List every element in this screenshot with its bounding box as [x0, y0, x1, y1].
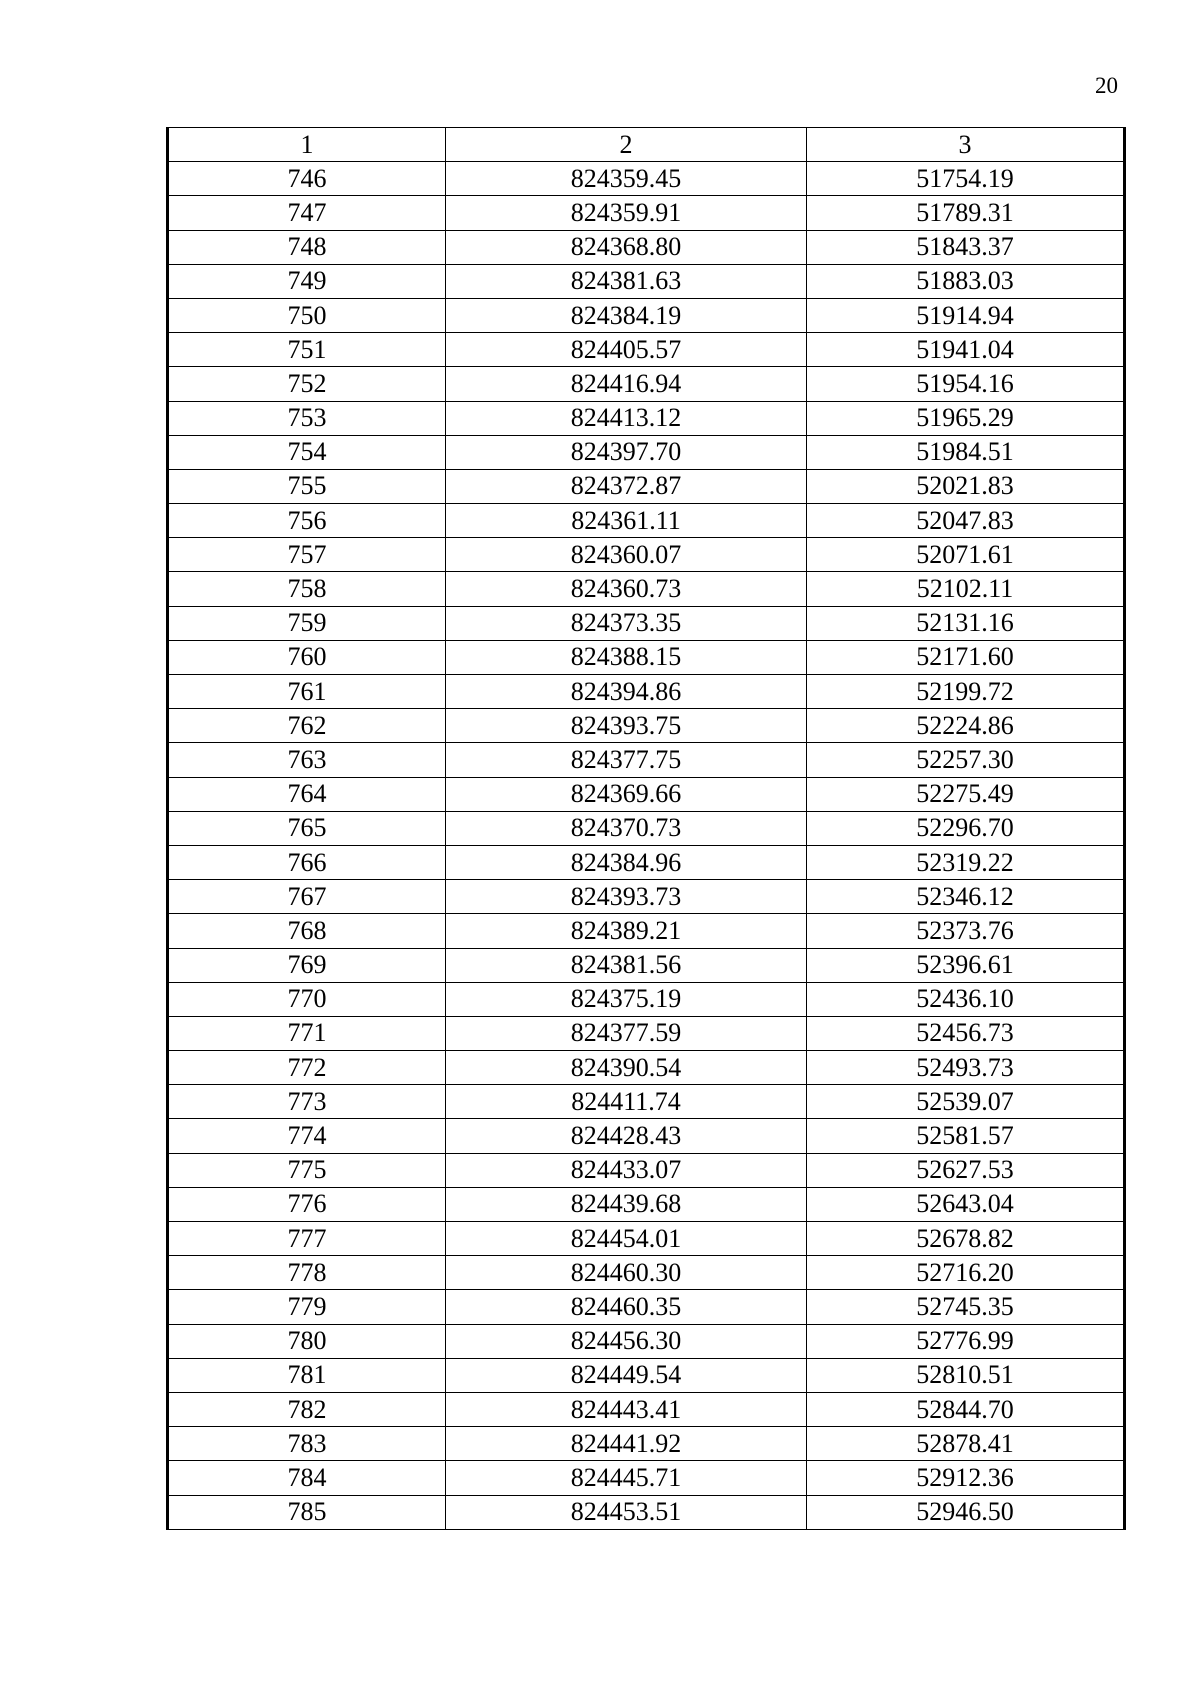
- table-cell-col-3: 51789.31: [807, 196, 1125, 230]
- table-cell-col-1: 768: [168, 914, 446, 948]
- table-cell-col-3: 51941.04: [807, 333, 1125, 367]
- table-cell-col-2: 824388.15: [446, 640, 807, 674]
- table-cell-col-2: 824416.94: [446, 367, 807, 401]
- table-cell-col-1: 779: [168, 1290, 446, 1324]
- table-cell-col-2: 824394.86: [446, 675, 807, 709]
- table-row: [168, 982, 1125, 1016]
- table-cell-col-3: 52745.35: [807, 1290, 1125, 1324]
- table-cell-col-2: 824441.92: [446, 1427, 807, 1461]
- table-row: [168, 640, 1125, 674]
- table-cell-col-2: 824384.19: [446, 298, 807, 332]
- table-cell-col-1: 770: [168, 982, 446, 1016]
- table-cell-col-2: 824360.73: [446, 572, 807, 606]
- table-cell-col-1: 776: [168, 1187, 446, 1221]
- table-cell-col-1: 755: [168, 469, 446, 503]
- table-cell-col-3: 52071.61: [807, 538, 1125, 572]
- table-cell-col-3: 52102.11: [807, 572, 1125, 606]
- table-cell-col-1: 754: [168, 435, 446, 469]
- table-cell-col-2: 824389.21: [446, 914, 807, 948]
- table-cell-col-1: 784: [168, 1461, 446, 1495]
- table-cell-col-2: 824381.56: [446, 948, 807, 982]
- table-cell-col-1: 760: [168, 640, 446, 674]
- table-cell-col-2: 824381.63: [446, 264, 807, 298]
- table-cell-col-1: 773: [168, 1085, 446, 1119]
- table-cell-col-1: 747: [168, 196, 446, 230]
- table-cell-col-3: 52456.73: [807, 1016, 1125, 1050]
- page-number: 20: [1095, 73, 1118, 98]
- table-row: [168, 777, 1125, 811]
- table-row: [168, 675, 1125, 709]
- table-cell-col-1: 746: [168, 162, 446, 196]
- table-cell-col-1: 769: [168, 948, 446, 982]
- table-cell-col-1: 783: [168, 1427, 446, 1461]
- table-cell-col-3: 52627.53: [807, 1153, 1125, 1187]
- table-cell-col-3: 52131.16: [807, 606, 1125, 640]
- table-cell-col-3: 52436.10: [807, 982, 1125, 1016]
- table-cell-col-1: 763: [168, 743, 446, 777]
- table-cell-col-3: 51754.19: [807, 162, 1125, 196]
- table-cell-col-2: 824377.75: [446, 743, 807, 777]
- table-row: [168, 162, 1125, 196]
- table-cell-col-2: 824370.73: [446, 811, 807, 845]
- table-cell-col-1: 764: [168, 777, 446, 811]
- table-cell-col-1: 782: [168, 1392, 446, 1426]
- table-cell-col-1: 765: [168, 811, 446, 845]
- table-row: [168, 1085, 1125, 1119]
- table-cell-col-3: 52539.07: [807, 1085, 1125, 1119]
- table-cell-col-3: 51843.37: [807, 230, 1125, 264]
- table-cell-col-2: 824393.75: [446, 709, 807, 743]
- table-cell-col-3: 52373.76: [807, 914, 1125, 948]
- table-cell-col-1: 757: [168, 538, 446, 572]
- table-cell-col-1: 785: [168, 1495, 446, 1529]
- header-row: [168, 128, 1125, 162]
- table-cell-col-3: 52878.41: [807, 1427, 1125, 1461]
- table-row: [168, 1256, 1125, 1290]
- table-cell-col-2: 824411.74: [446, 1085, 807, 1119]
- table-cell-col-1: 750: [168, 298, 446, 332]
- table-cell-col-3: 52678.82: [807, 1222, 1125, 1256]
- table-row: [168, 1016, 1125, 1050]
- table-cell-col-2: 824369.66: [446, 777, 807, 811]
- table-cell-col-2: 824373.35: [446, 606, 807, 640]
- table-cell-col-2: 824453.51: [446, 1495, 807, 1529]
- table-cell-col-1: 762: [168, 709, 446, 743]
- table-cell-col-2: 824428.43: [446, 1119, 807, 1153]
- table-cell-col-2: 824456.30: [446, 1324, 807, 1358]
- table-row: [168, 1187, 1125, 1221]
- table-cell-col-1: 775: [168, 1153, 446, 1187]
- table-row: [168, 1324, 1125, 1358]
- table-cell-col-2: 824390.54: [446, 1051, 807, 1085]
- table-cell-col-3: 52171.60: [807, 640, 1125, 674]
- column-header-3: 3: [807, 128, 1125, 162]
- table-cell-col-2: 824443.41: [446, 1392, 807, 1426]
- table-cell-col-2: 824360.07: [446, 538, 807, 572]
- table-cell-col-2: 824454.01: [446, 1222, 807, 1256]
- table-cell-col-2: 824368.80: [446, 230, 807, 264]
- table-row: [168, 1153, 1125, 1187]
- table-cell-col-3: 52810.51: [807, 1358, 1125, 1392]
- table-row: [168, 504, 1125, 538]
- table-cell-col-1: 753: [168, 401, 446, 435]
- table-cell-col-3: 52581.57: [807, 1119, 1125, 1153]
- table-cell-col-1: 758: [168, 572, 446, 606]
- table-cell-col-3: 52493.73: [807, 1051, 1125, 1085]
- table-cell-col-3: 51883.03: [807, 264, 1125, 298]
- table-cell-col-2: 824359.91: [446, 196, 807, 230]
- table-cell-col-3: 52912.36: [807, 1461, 1125, 1495]
- table-cell-col-2: 824460.35: [446, 1290, 807, 1324]
- table-cell-col-1: 778: [168, 1256, 446, 1290]
- table-row: [168, 367, 1125, 401]
- table-cell-col-3: 52199.72: [807, 675, 1125, 709]
- table-row: [168, 1051, 1125, 1085]
- table-cell-col-3: 52643.04: [807, 1187, 1125, 1221]
- table-cell-col-3: 52257.30: [807, 743, 1125, 777]
- table-cell-col-2: 824393.73: [446, 880, 807, 914]
- table-row: [168, 538, 1125, 572]
- table-row: [168, 743, 1125, 777]
- table-cell-col-3: 51954.16: [807, 367, 1125, 401]
- table-cell-col-1: 759: [168, 606, 446, 640]
- table-cell-col-1: 752: [168, 367, 446, 401]
- table-row: [168, 1427, 1125, 1461]
- table-row: [168, 435, 1125, 469]
- column-header-2: 2: [446, 128, 807, 162]
- table-cell-col-1: 756: [168, 504, 446, 538]
- table-row: [168, 811, 1125, 845]
- table-cell-col-2: 824439.68: [446, 1187, 807, 1221]
- table-cell-col-1: 761: [168, 675, 446, 709]
- table-row: [168, 1222, 1125, 1256]
- table-cell-col-3: 52224.86: [807, 709, 1125, 743]
- table-cell-col-1: 751: [168, 333, 446, 367]
- table-cell-col-1: 748: [168, 230, 446, 264]
- table-cell-col-2: 824433.07: [446, 1153, 807, 1187]
- table-row: [168, 264, 1125, 298]
- table-cell-col-2: 824361.11: [446, 504, 807, 538]
- table-cell-col-3: 52946.50: [807, 1495, 1125, 1529]
- table-cell-col-1: 767: [168, 880, 446, 914]
- table-cell-col-2: 824449.54: [446, 1358, 807, 1392]
- table-cell-col-2: 824405.57: [446, 333, 807, 367]
- table-row: [168, 914, 1125, 948]
- table-body: [168, 162, 1125, 1530]
- table-row: [168, 230, 1125, 264]
- table-row: [168, 1392, 1125, 1426]
- table-row: [168, 948, 1125, 982]
- table-row: [168, 298, 1125, 332]
- table-cell-col-2: 824359.45: [446, 162, 807, 196]
- table-cell-col-1: 771: [168, 1016, 446, 1050]
- table-row: [168, 401, 1125, 435]
- table-row: [168, 606, 1125, 640]
- coordinates-table: [166, 127, 1126, 1530]
- table-row: [168, 709, 1125, 743]
- table-row: [168, 333, 1125, 367]
- table-row: [168, 1358, 1125, 1392]
- table-row: [168, 1119, 1125, 1153]
- table-cell-col-3: 51965.29: [807, 401, 1125, 435]
- table-row: [168, 196, 1125, 230]
- table-cell-col-2: 824413.12: [446, 401, 807, 435]
- column-header-1: 1: [168, 128, 446, 162]
- table-cell-col-3: 52296.70: [807, 811, 1125, 845]
- table-row: [168, 845, 1125, 879]
- table-cell-col-1: 749: [168, 264, 446, 298]
- table-cell-col-2: 824384.96: [446, 845, 807, 879]
- table-row: [168, 469, 1125, 503]
- table-cell-col-1: 774: [168, 1119, 446, 1153]
- table-cell-col-3: 52776.99: [807, 1324, 1125, 1358]
- table-row: [168, 1461, 1125, 1495]
- table-header: [168, 128, 1125, 162]
- table-cell-col-3: 52716.20: [807, 1256, 1125, 1290]
- table-cell-col-3: 52346.12: [807, 880, 1125, 914]
- table-cell-col-3: 52021.83: [807, 469, 1125, 503]
- table-cell-col-2: 824460.30: [446, 1256, 807, 1290]
- table-row: [168, 1290, 1125, 1324]
- table-cell-col-1: 781: [168, 1358, 446, 1392]
- table-cell-col-1: 777: [168, 1222, 446, 1256]
- table-cell-col-1: 766: [168, 845, 446, 879]
- table-cell-col-3: 51984.51: [807, 435, 1125, 469]
- table-cell-col-3: 51914.94: [807, 298, 1125, 332]
- table-cell-col-2: 824445.71: [446, 1461, 807, 1495]
- table-cell-col-3: 52047.83: [807, 504, 1125, 538]
- table-cell-col-2: 824375.19: [446, 982, 807, 1016]
- table-row: [168, 572, 1125, 606]
- table-cell-col-2: 824377.59: [446, 1016, 807, 1050]
- table-cell-col-3: 52844.70: [807, 1392, 1125, 1426]
- table-cell-col-2: 824397.70: [446, 435, 807, 469]
- table-cell-col-2: 824372.87: [446, 469, 807, 503]
- table-cell-col-1: 772: [168, 1051, 446, 1085]
- table-row: [168, 880, 1125, 914]
- table-cell-col-3: 52396.61: [807, 948, 1125, 982]
- table-cell-col-3: 52319.22: [807, 845, 1125, 879]
- table-cell-col-3: 52275.49: [807, 777, 1125, 811]
- table-cell-col-1: 780: [168, 1324, 446, 1358]
- table-row: [168, 1495, 1125, 1529]
